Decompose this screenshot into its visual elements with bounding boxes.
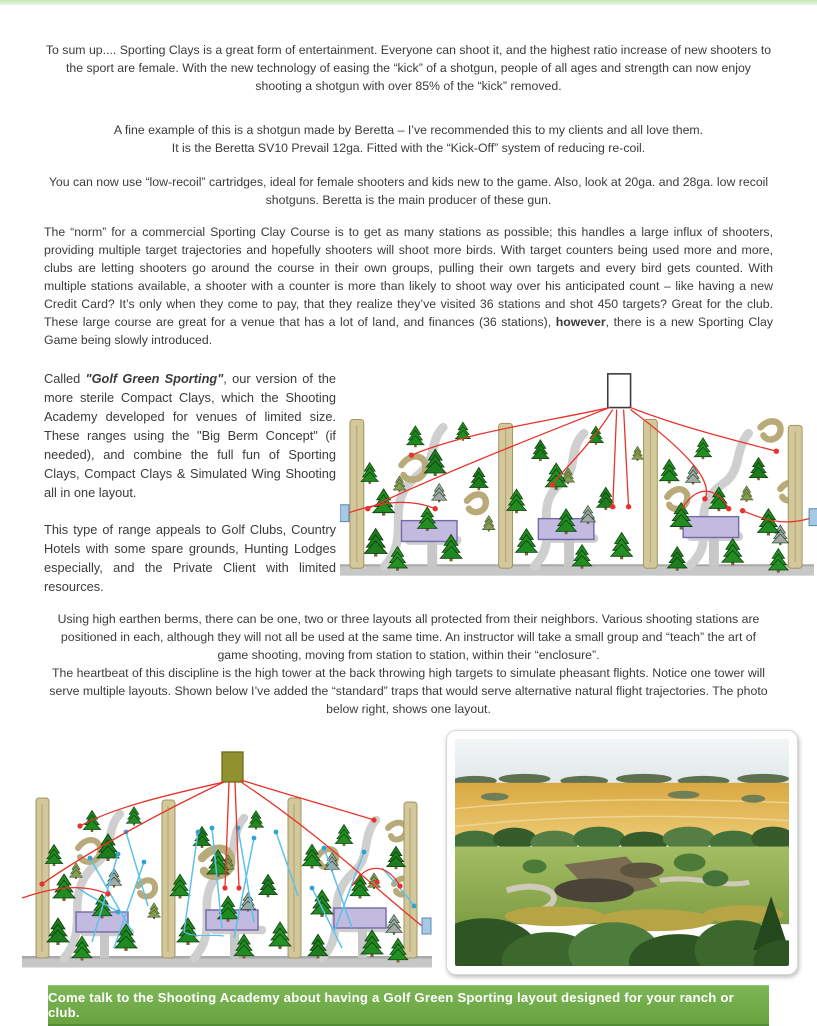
paragraph-course-norm-tail: , there is a new Sporting Clay Game being slowly introduced. [44, 315, 773, 347]
right-trap-box [422, 918, 431, 934]
paragraph-summary: To sum up.... Sporting Clays is a great form of entertainment. Everyone can shoot it, and the highest ratio increase of new shooters to the sport are female. With the new technology of easing the “kick” of a shotgun, people of all ages and strength can now enjoy shooting a shotgun with over 85% of the “kick” removed. [45, 43, 772, 93]
banner-text: Come talk to the Shooting Academy about having a Golf Green Sporting layout designed for your ranch or club. [48, 990, 734, 1020]
ground-bar [340, 567, 814, 576]
left-text-column [44, 369, 336, 596]
high-tower [222, 752, 243, 782]
top-border-strip [0, 0, 817, 5]
left-trap-box [340, 505, 349, 522]
paragraph-beretta-line2: It is the Beretta SV10 Prevail 12ga. Fitted with the “Kick-Off” system of reducing re-coil. [171, 141, 646, 155]
paragraph-golf-green-tail: , our version of the more sterile Compact Clays, which the Shooting Academy developed for venues of limited size. These ranges using the "Big Berm Concept" (if needed), and combine the full fun of Sporting Clays, Compact Clays & Simulated Wing Shooting all in one layout. [44, 371, 336, 500]
golf-green-sporting-title: "Golf Green Sporting" [85, 371, 224, 386]
paragraph-beretta [44, 121, 773, 157]
paragraph-low-recoil: You can now use “low-recoil” cartridges, ideal for female shooters and kids new to the game. Also, look at 20ga. and 28ga. low recoil shotguns. Beretta is the main producer of these gun. [48, 175, 769, 207]
however-bold: however [555, 315, 606, 329]
paragraph-course-norm-text: The “norm” for a commercial Sporting Clay Course is to get as many stations as possible; this handles a large influx of shooters, providing multiple target trajectories and hopefully shooters will shoot more birds. With target counters being used more and more, clubs are letting shooters go around the course in their own groups, pulling their own targets and every bird gets counted. With multiple stations available, a shooter with a counter is more than likely to shoot way over his anticipated count – like having a new Credit Card? It’s only when they come to pay, that they realize they’ve visited 36 stations and shot 450 targets? Great for the club. These large course are great for a venue that has a lot of land, and finances (36 stations), [44, 225, 773, 329]
bottom-layout-diagram [22, 736, 434, 974]
paragraph-beretta-line1: A fine example of this is a shotgun made by Beretta – I’ve recommended this to my clients and all love them. [113, 123, 704, 137]
paragraph-earthen-berms: Using high earthen berms, there can be one, two or three layouts all protected from their neighbors. Various shooting stations are positioned in each, although they will not all be used at the same time. An instructor will take a small group and “teach” the art of game shooting, moving from station to station, within their “enclosure”. [57, 612, 760, 662]
call-to-action-banner [48, 985, 769, 1026]
aerial-photo [455, 739, 789, 966]
paragraph-range-appeal: This type of range appeals to Golf Clubs, Country Hotels with some spare grounds, Hunting Lodges especially, and the Private Client with limited resources. [44, 522, 336, 594]
paragraph-heartbeat: The heartbeat of this discipline is the high tower at the back throwing high targets to simulate pheasant flights. Notice one tower will serve multiple layouts. Shown below I’ve added the “standard” traps that would serve alternative natural flight trajectories. The photo below right, shows one layout. [49, 666, 768, 716]
called-text: Called [44, 371, 86, 386]
aerial-photo-frame [446, 730, 798, 975]
right-trap-box [809, 509, 817, 526]
high-tower [608, 374, 631, 408]
paragraph-course-norm [44, 223, 773, 349]
top-layout-diagram [340, 369, 817, 581]
stand-3 [683, 517, 739, 538]
paragraph-golf-green-sporting [44, 369, 336, 502]
